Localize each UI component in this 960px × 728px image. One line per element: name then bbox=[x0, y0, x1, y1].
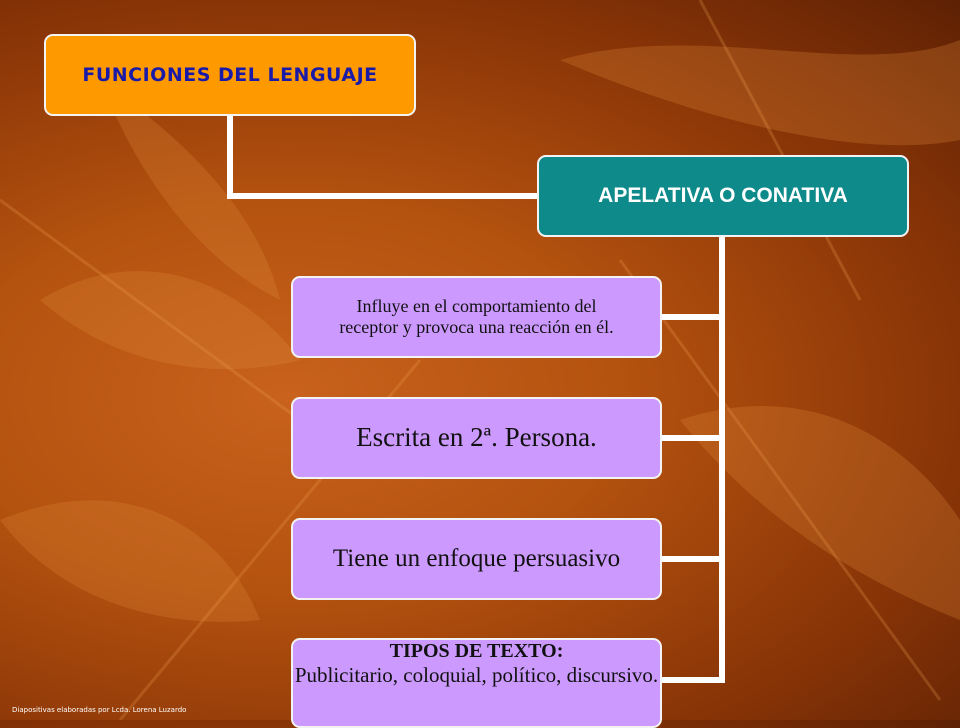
root-node-label: FUNCIONES DEL LENGUAJE bbox=[82, 64, 378, 86]
leaf-node-2 bbox=[291, 397, 662, 479]
leaf-node-3-text: Tiene un enfoque persuasivo bbox=[332, 544, 621, 572]
root-node bbox=[44, 34, 416, 116]
leaf-node-4 bbox=[291, 638, 662, 728]
footer-credit: Diapositivas elaboradas por Lcda. Lorena Luzardo bbox=[12, 706, 187, 714]
leaf-node-2-text: Escrita en 2ª. Persona. bbox=[356, 422, 597, 453]
leaf-node-1-text: Influye en el comportamiento del receptor y provoca una reacción en él. bbox=[339, 296, 614, 337]
leaf-node-4-title: TIPOS DE TEXTO: bbox=[389, 640, 564, 662]
connector-root-branch bbox=[230, 116, 537, 196]
branch-node bbox=[537, 155, 909, 237]
leaf-node-3 bbox=[291, 518, 662, 600]
branch-node-label: APELATIVA O CONATIVA bbox=[598, 184, 848, 207]
leaf-node-4-text: Publicitario, coloquial, político, discursivo. bbox=[294, 663, 659, 687]
leaf-node-1 bbox=[291, 276, 662, 358]
